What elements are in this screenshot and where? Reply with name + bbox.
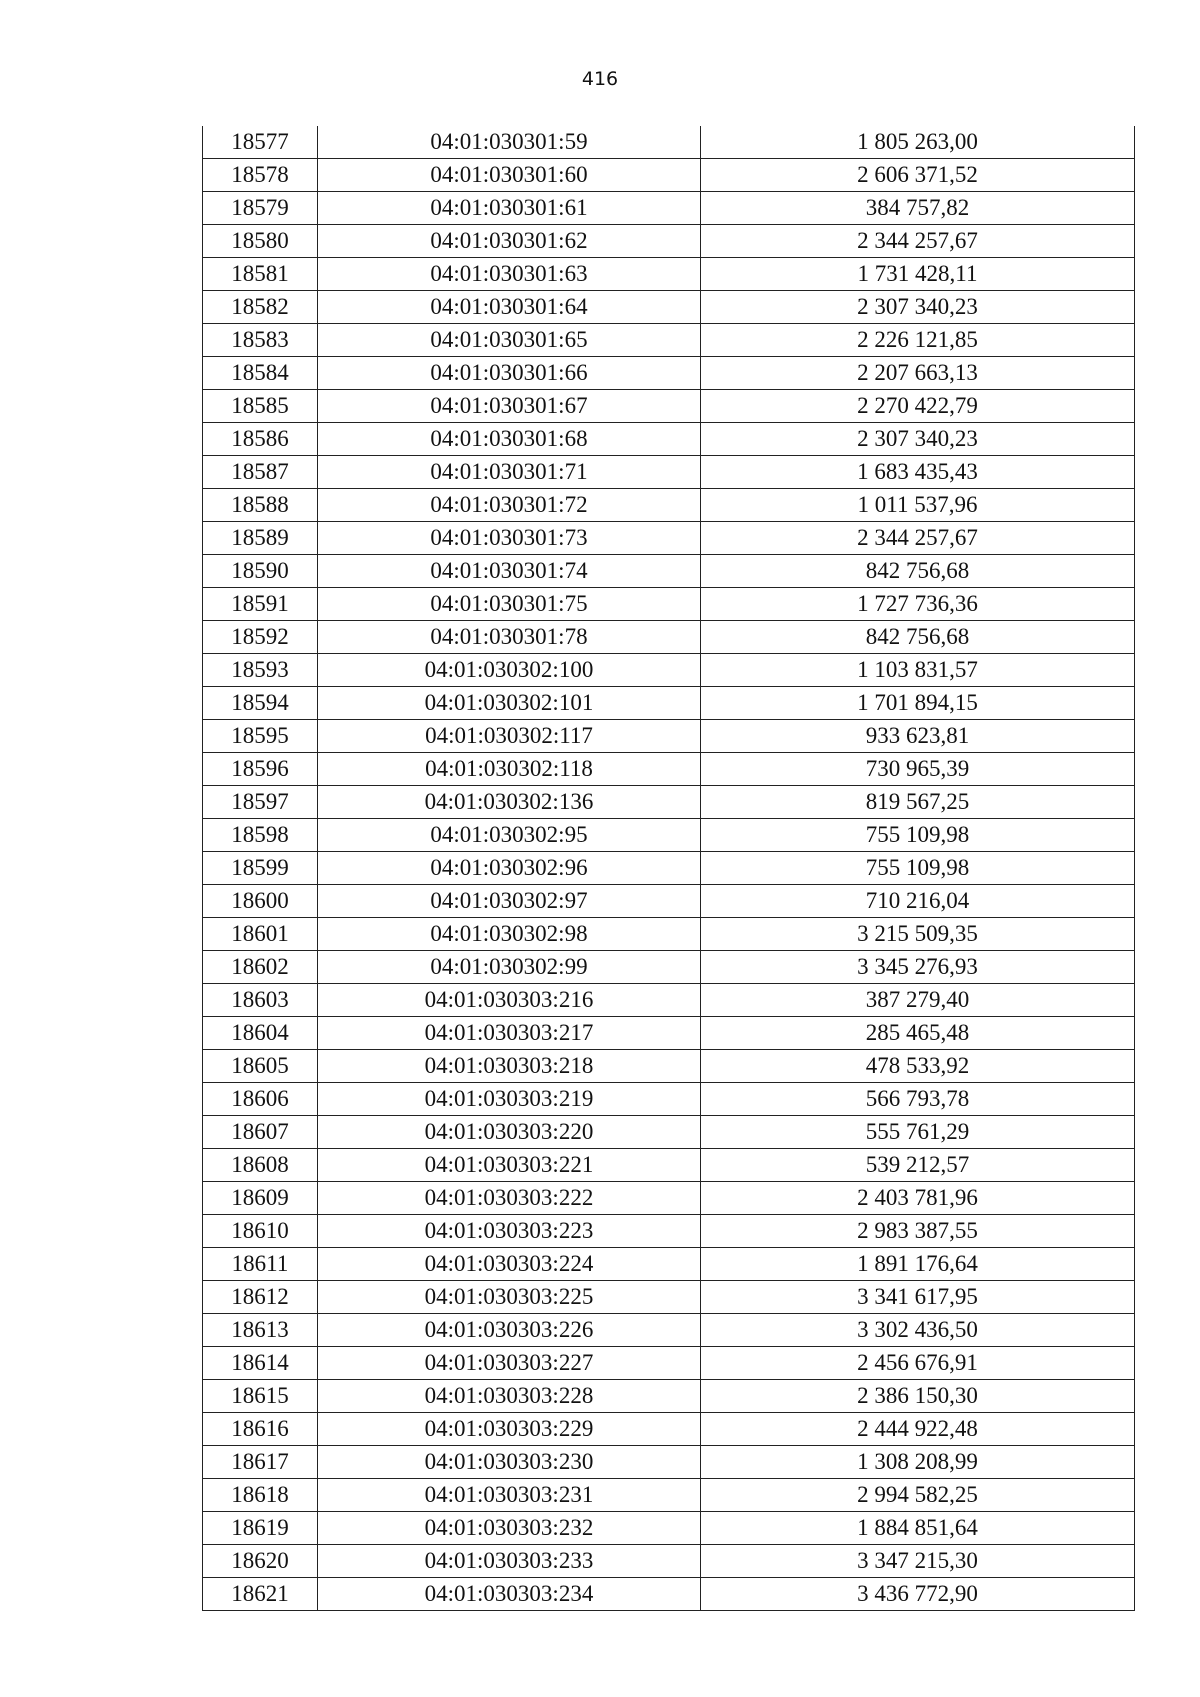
row-number-cell: 18617 (203, 1446, 318, 1479)
cadastral-number-cell: 04:01:030302:95 (318, 819, 701, 852)
table-row (203, 390, 1135, 423)
cadastral-number-cell: 04:01:030303:227 (318, 1347, 701, 1380)
cadastral-number-cell: 04:01:030303:216 (318, 984, 701, 1017)
cadastral-number-cell: 04:01:030303:232 (318, 1512, 701, 1545)
row-number-cell: 18581 (203, 258, 318, 291)
row-number-cell: 18621 (203, 1578, 318, 1611)
cadastral-number-cell: 04:01:030303:221 (318, 1149, 701, 1182)
row-number-cell: 18599 (203, 852, 318, 885)
cadastral-number-cell: 04:01:030303:234 (318, 1578, 701, 1611)
cadastral-number-cell: 04:01:030301:67 (318, 390, 701, 423)
row-number-cell: 18591 (203, 588, 318, 621)
table-row (203, 819, 1135, 852)
table-row (203, 654, 1135, 687)
cadastral-number-cell: 04:01:030301:62 (318, 225, 701, 258)
value-cell: 2 606 371,52 (701, 159, 1135, 192)
table-row (203, 1578, 1135, 1611)
table-row (203, 489, 1135, 522)
value-cell: 1 884 851,64 (701, 1512, 1135, 1545)
page-number: 416 (581, 68, 619, 90)
table-row (203, 423, 1135, 456)
table-row (203, 1446, 1135, 1479)
row-number-cell: 18620 (203, 1545, 318, 1578)
table-row (203, 1248, 1135, 1281)
table-row (203, 753, 1135, 786)
table-row (203, 1017, 1135, 1050)
table-row (203, 1215, 1135, 1248)
cadastral-number-cell: 04:01:030302:100 (318, 654, 701, 687)
table-row (203, 588, 1135, 621)
row-number-cell: 18605 (203, 1050, 318, 1083)
value-cell: 730 965,39 (701, 753, 1135, 786)
table-row (203, 522, 1135, 555)
row-number-cell: 18578 (203, 159, 318, 192)
row-number-cell: 18592 (203, 621, 318, 654)
row-number-cell: 18609 (203, 1182, 318, 1215)
cadastral-number-cell: 04:01:030301:74 (318, 555, 701, 588)
row-number-cell: 18597 (203, 786, 318, 819)
table-row (203, 324, 1135, 357)
cadastral-number-cell: 04:01:030303:225 (318, 1281, 701, 1314)
cadastral-number-cell: 04:01:030303:219 (318, 1083, 701, 1116)
cadastral-number-cell: 04:01:030303:222 (318, 1182, 701, 1215)
value-cell: 842 756,68 (701, 555, 1135, 588)
cadastral-number-cell: 04:01:030303:220 (318, 1116, 701, 1149)
value-cell: 1 701 894,15 (701, 687, 1135, 720)
row-number-cell: 18610 (203, 1215, 318, 1248)
value-cell: 3 347 215,30 (701, 1545, 1135, 1578)
table-row (203, 720, 1135, 753)
value-cell: 819 567,25 (701, 786, 1135, 819)
cadastral-number-cell: 04:01:030303:233 (318, 1545, 701, 1578)
value-cell: 1 891 176,64 (701, 1248, 1135, 1281)
row-number-cell: 18615 (203, 1380, 318, 1413)
cadastral-number-cell: 04:01:030302:98 (318, 918, 701, 951)
cadastral-number-cell: 04:01:030301:66 (318, 357, 701, 390)
table-row (203, 1545, 1135, 1578)
table-row (203, 1281, 1135, 1314)
cadastral-number-cell: 04:01:030302:97 (318, 885, 701, 918)
cadastral-number-cell: 04:01:030303:218 (318, 1050, 701, 1083)
table-body (203, 126, 1135, 1611)
table-row (203, 1083, 1135, 1116)
row-number-cell: 18580 (203, 225, 318, 258)
row-number-cell: 18594 (203, 687, 318, 720)
value-cell: 2 307 340,23 (701, 291, 1135, 324)
table-row (203, 159, 1135, 192)
value-cell: 3 302 436,50 (701, 1314, 1135, 1347)
value-cell: 2 226 121,85 (701, 324, 1135, 357)
value-cell: 2 270 422,79 (701, 390, 1135, 423)
cadastral-number-cell: 04:01:030302:117 (318, 720, 701, 753)
cadastral-number-cell: 04:01:030303:228 (318, 1380, 701, 1413)
cadastral-number-cell: 04:01:030301:59 (318, 126, 701, 159)
table-row (203, 1512, 1135, 1545)
value-cell: 1 805 263,00 (701, 126, 1135, 159)
table-row (203, 1050, 1135, 1083)
table-row (203, 951, 1135, 984)
table-row (203, 918, 1135, 951)
table-row (203, 885, 1135, 918)
value-cell: 2 344 257,67 (701, 225, 1135, 258)
cadastral-number-cell: 04:01:030303:217 (318, 1017, 701, 1050)
cadastral-number-cell: 04:01:030301:65 (318, 324, 701, 357)
table-row (203, 852, 1135, 885)
row-number-cell: 18601 (203, 918, 318, 951)
table-row (203, 1149, 1135, 1182)
cadastral-number-cell: 04:01:030301:60 (318, 159, 701, 192)
cadastral-number-cell: 04:01:030302:96 (318, 852, 701, 885)
value-cell: 1 731 428,11 (701, 258, 1135, 291)
cadastral-number-cell: 04:01:030301:72 (318, 489, 701, 522)
table-row (203, 1314, 1135, 1347)
table-row (203, 1413, 1135, 1446)
value-cell: 1 727 736,36 (701, 588, 1135, 621)
row-number-cell: 18593 (203, 654, 318, 687)
value-cell: 2 403 781,96 (701, 1182, 1135, 1215)
value-cell: 2 344 257,67 (701, 522, 1135, 555)
table-row (203, 1182, 1135, 1215)
table-row (203, 555, 1135, 588)
row-number-cell: 18595 (203, 720, 318, 753)
row-number-cell: 18603 (203, 984, 318, 1017)
row-number-cell: 18619 (203, 1512, 318, 1545)
cadastral-number-cell: 04:01:030301:68 (318, 423, 701, 456)
cadastral-number-cell: 04:01:030303:224 (318, 1248, 701, 1281)
row-number-cell: 18582 (203, 291, 318, 324)
table-row (203, 687, 1135, 720)
value-cell: 1 308 208,99 (701, 1446, 1135, 1479)
table-row (203, 1347, 1135, 1380)
cadastral-number-cell: 04:01:030303:226 (318, 1314, 701, 1347)
table-row (203, 225, 1135, 258)
table-row (203, 1479, 1135, 1512)
row-number-cell: 18586 (203, 423, 318, 456)
value-cell: 755 109,98 (701, 852, 1135, 885)
value-cell: 566 793,78 (701, 1083, 1135, 1116)
row-number-cell: 18600 (203, 885, 318, 918)
table-row (203, 258, 1135, 291)
cadastral-number-cell: 04:01:030301:71 (318, 456, 701, 489)
table-row (203, 1380, 1135, 1413)
value-cell: 3 215 509,35 (701, 918, 1135, 951)
row-number-cell: 18579 (203, 192, 318, 225)
cadastral-number-cell: 04:01:030303:230 (318, 1446, 701, 1479)
cadastral-number-cell: 04:01:030302:99 (318, 951, 701, 984)
table-row (203, 456, 1135, 489)
value-cell: 387 279,40 (701, 984, 1135, 1017)
table-row (203, 984, 1135, 1017)
row-number-cell: 18587 (203, 456, 318, 489)
table-row (203, 786, 1135, 819)
row-number-cell: 18602 (203, 951, 318, 984)
row-number-cell: 18598 (203, 819, 318, 852)
value-cell: 933 623,81 (701, 720, 1135, 753)
row-number-cell: 18607 (203, 1116, 318, 1149)
row-number-cell: 18588 (203, 489, 318, 522)
cadastral-number-cell: 04:01:030301:64 (318, 291, 701, 324)
value-cell: 755 109,98 (701, 819, 1135, 852)
value-cell: 3 436 772,90 (701, 1578, 1135, 1611)
cadastral-number-cell: 04:01:030303:223 (318, 1215, 701, 1248)
table-row (203, 126, 1135, 159)
row-number-cell: 18584 (203, 357, 318, 390)
value-cell: 1 103 831,57 (701, 654, 1135, 687)
cadastral-number-cell: 04:01:030302:136 (318, 786, 701, 819)
value-cell: 539 212,57 (701, 1149, 1135, 1182)
cadastral-number-cell: 04:01:030301:78 (318, 621, 701, 654)
value-cell: 555 761,29 (701, 1116, 1135, 1149)
row-number-cell: 18614 (203, 1347, 318, 1380)
value-cell: 2 307 340,23 (701, 423, 1135, 456)
cadastral-number-cell: 04:01:030301:75 (318, 588, 701, 621)
row-number-cell: 18606 (203, 1083, 318, 1116)
row-number-cell: 18613 (203, 1314, 318, 1347)
value-cell: 1 683 435,43 (701, 456, 1135, 489)
value-cell: 710 216,04 (701, 885, 1135, 918)
cadastral-number-cell: 04:01:030302:118 (318, 753, 701, 786)
row-number-cell: 18604 (203, 1017, 318, 1050)
cadastral-number-cell: 04:01:030301:73 (318, 522, 701, 555)
cadastral-number-cell: 04:01:030303:231 (318, 1479, 701, 1512)
row-number-cell: 18611 (203, 1248, 318, 1281)
table-row (203, 1116, 1135, 1149)
row-number-cell: 18596 (203, 753, 318, 786)
row-number-cell: 18618 (203, 1479, 318, 1512)
row-number-cell: 18612 (203, 1281, 318, 1314)
cadastral-number-cell: 04:01:030301:63 (318, 258, 701, 291)
table-row (203, 357, 1135, 390)
cadastral-number-cell: 04:01:030302:101 (318, 687, 701, 720)
value-cell: 285 465,48 (701, 1017, 1135, 1050)
value-cell: 1 011 537,96 (701, 489, 1135, 522)
cadastral-number-cell: 04:01:030303:229 (318, 1413, 701, 1446)
value-cell: 2 444 922,48 (701, 1413, 1135, 1446)
row-number-cell: 18616 (203, 1413, 318, 1446)
value-cell: 2 207 663,13 (701, 357, 1135, 390)
row-number-cell: 18589 (203, 522, 318, 555)
cadastral-number-cell: 04:01:030301:61 (318, 192, 701, 225)
value-cell: 842 756,68 (701, 621, 1135, 654)
value-cell: 3 341 617,95 (701, 1281, 1135, 1314)
row-number-cell: 18608 (203, 1149, 318, 1182)
value-cell: 384 757,82 (701, 192, 1135, 225)
row-number-cell: 18583 (203, 324, 318, 357)
row-number-cell: 18590 (203, 555, 318, 588)
value-cell: 2 456 676,91 (701, 1347, 1135, 1380)
table-row (203, 621, 1135, 654)
row-number-cell: 18585 (203, 390, 318, 423)
table-row (203, 192, 1135, 225)
value-cell: 3 345 276,93 (701, 951, 1135, 984)
value-cell: 478 533,92 (701, 1050, 1135, 1083)
data-table (202, 126, 1135, 1611)
row-number-cell: 18577 (203, 126, 318, 159)
table-row (203, 291, 1135, 324)
value-cell: 2 386 150,30 (701, 1380, 1135, 1413)
value-cell: 2 994 582,25 (701, 1479, 1135, 1512)
value-cell: 2 983 387,55 (701, 1215, 1135, 1248)
